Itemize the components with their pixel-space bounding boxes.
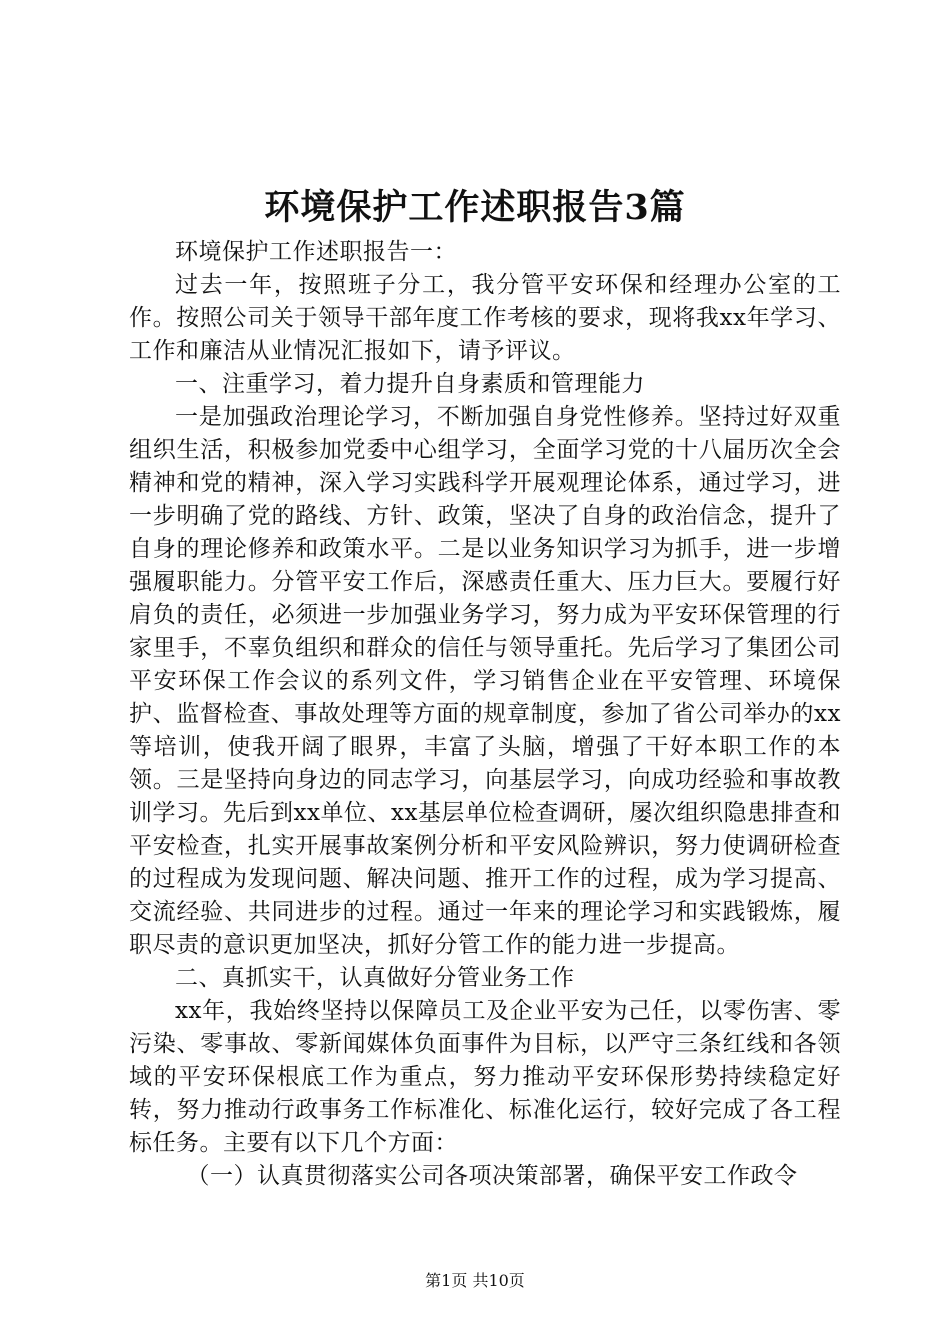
section-heading-2: 二、真抓实干，认真做好分管业务工作 [175, 965, 575, 991]
paragraph-learning: 一是加强政治理论学习，不断加强自身党性修养。坚持过好双重组织生活，积极参加党委中心组学习，全面学习党的十八届历次全会精神和党的精神，深入学习实践科学开展观理论体系，通过学习，进一步明确了党的路线、方针、政策，坚决了自身的政治信念，提升了自身的理论修养和政策水平。二是以业务知识学习为抓手，进一步增强履职能力。分管平安工作后，深感责任重大、压力巨大。要履行好肩负的责任，必须进一步加强业务学习，努力成为平安环保管理的行家里手，不辜负组织和群众的信任与领导重托。先后学习了集团公司平安环保工作会议的系列文件，学习销售企业在平安管理、环境保护、监督检查、事故处理等方面的规章制度，参加了省公司举办的xx等培训，使我开阔了眼界，丰富了头脑，增强了干好本职工作的本领。三是坚持向身边的同志学习，向基层学习，向成功经验和事故教训学习。先后到xx单位、xx基层单位检查调研，屡次组织隐患排查和平安检查，扎实开展事故案例分析和平安风险辨识，努力使调研检查的过程成为发现问题、解决问题、推开工作的过程，成为学习提高、交流经验、共同进步的过程。通过一年来的理论学习和实践锻炼，履职尽责的意识更加坚决，抓好分管工作的能力进一步提高。 [129, 404, 841, 958]
paragraph-intro: 环境保护工作述职报告一： [175, 239, 457, 265]
page-footer: 第1页 共10页 [425, 1271, 525, 1290]
paragraph-work: xx年，我始终坚持以保障员工及企业平安为己任，以零伤害、零污染、零事故、零新闻媒体负面事件为目标，以严守三条红线和各领域的平安环保根底工作为重点，努力推动平安环保形势持续稳定好转，努力推动行政事务工作标准化、标准化运行，较好完成了各工程标任务。主要有以下几个方面： [129, 998, 841, 1156]
subsection-heading-1: （一）认真贯彻落实公司各项决策部署，确保平安工作政令 [186, 1163, 798, 1189]
document-title: 环境保护工作述职报告3篇 [264, 187, 686, 228]
document-body [129, 236, 841, 1193]
section-heading-1: 一、注重学习，着力提升自身素质和管理能力 [175, 371, 645, 397]
paragraph-summary: 过去一年，按照班子分工，我分管平安环保和经理办公室的工作。按照公司关于领导干部年度工作考核的要求，现将我xx年学习、工作和廉洁从业情况汇报如下，请予评议。 [129, 272, 841, 364]
